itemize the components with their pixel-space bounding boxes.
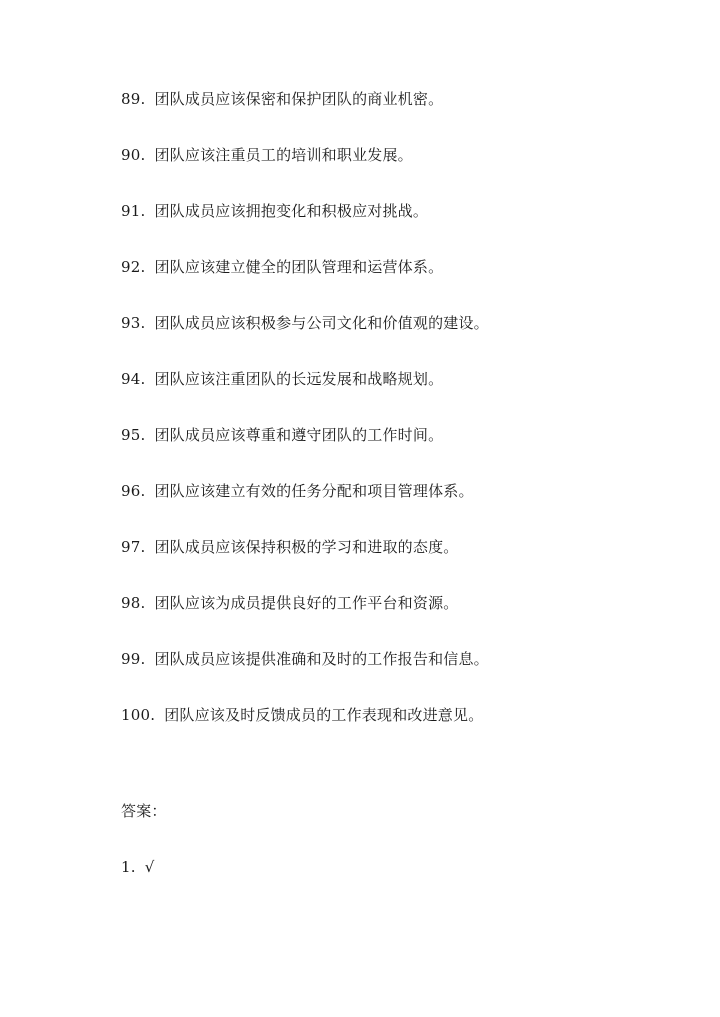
item-number: 96. (121, 482, 146, 500)
item-text: 团队应该注重团队的长远发展和战略规划。 (154, 370, 444, 388)
item-text: 团队成员应该保持积极的学习和进取的态度。 (154, 538, 459, 556)
item-text: 团队成员应该保密和保护团队的商业机密。 (154, 90, 444, 108)
item-text: 团队成员应该拥抱变化和积极应对挑战。 (154, 202, 429, 220)
list-item (121, 145, 413, 165)
list-item (121, 89, 443, 109)
list-item (121, 649, 489, 669)
item-text: 团队应该建立有效的任务分配和项目管理体系。 (154, 482, 474, 500)
item-number: 91. (121, 202, 146, 220)
item-number: 100. (121, 706, 156, 724)
list-item (121, 369, 443, 389)
answer-item (121, 857, 154, 877)
item-number: 99. (121, 650, 146, 668)
answer-number: 1. (121, 858, 136, 876)
item-text: 团队应该及时反馈成员的工作表现和改进意见。 (164, 706, 484, 724)
item-number: 98. (121, 594, 146, 612)
item-number: 90. (121, 146, 146, 164)
item-text: 团队应该建立健全的团队管理和运营体系。 (154, 258, 444, 276)
item-text: 团队应该注重员工的培训和职业发展。 (154, 146, 413, 164)
list-item (121, 705, 483, 725)
answers-heading: 答案： (121, 802, 167, 820)
list-item (121, 257, 443, 277)
item-text: 团队成员应该提供准确和及时的工作报告和信息。 (154, 650, 489, 668)
item-number: 97. (121, 538, 146, 556)
list-item (121, 593, 458, 613)
item-text: 团队应该为成员提供良好的工作平台和资源。 (154, 594, 459, 612)
list-item (121, 425, 443, 445)
item-text: 团队成员应该尊重和遵守团队的工作时间。 (154, 426, 444, 444)
item-text: 团队成员应该积极参与公司文化和价值观的建设。 (154, 314, 489, 332)
list-item (121, 537, 458, 557)
list-item (121, 481, 474, 501)
item-number: 94. (121, 370, 146, 388)
item-number: 95. (121, 426, 146, 444)
item-number: 92. (121, 258, 146, 276)
list-item (121, 201, 428, 221)
item-number: 93. (121, 314, 146, 332)
answer-mark: √ (144, 858, 155, 876)
list-item (121, 313, 489, 333)
item-number: 89. (121, 90, 146, 108)
